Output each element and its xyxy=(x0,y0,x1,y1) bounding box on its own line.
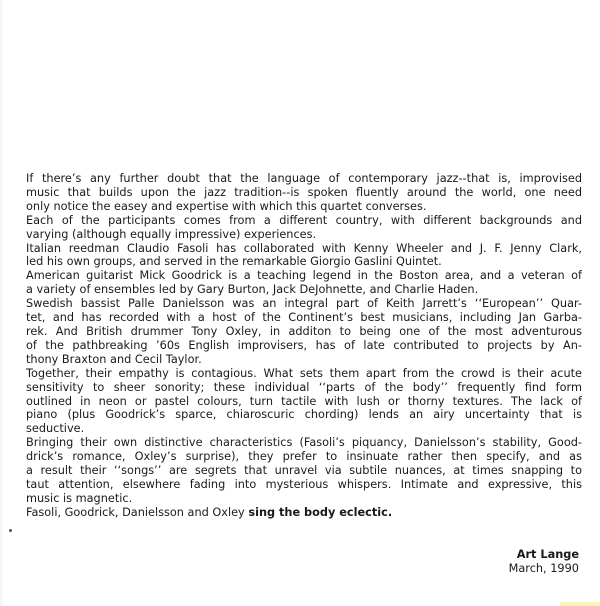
text-line: Italian reedman Claudio Fasoli has collaborated with Kenny Wheeler and J. F. Jenny Clark, xyxy=(26,241,582,255)
text-line: Bringing their own distinctive characteristics (Fasoli’s piquancy, Danielsson’s stability, Good- xyxy=(26,436,582,450)
text-line: of the pathbreaking ’60s English improvisers, has of late contributed to projects by An- xyxy=(26,338,582,352)
text-line: taut attention, elsewhere fading into mysterious whispers. Intimate and expressive, this xyxy=(26,477,582,491)
text-line: varying (although equally impressive) experiences. xyxy=(26,227,317,241)
author-name: Art Lange xyxy=(516,548,579,561)
text-line: sensitivity to sheer sonority; these individual ‘‘parts of the body’’ frequently find form xyxy=(26,380,582,394)
text-line: outlined in neon or pastel colours, turn tactile with lush or thorny textures. The lack of xyxy=(26,394,582,408)
closing-emphasis: sing the body eclectic. xyxy=(248,505,393,519)
text-line: piano (plus Goodrick’s sparce, chiaroscuric chording) lends an airy uncertainty that is xyxy=(26,408,582,422)
text-line: music is magnetic. xyxy=(26,491,133,505)
text-line: led his own groups, and served in the remarkable Giorgio Gaslini Quintet. xyxy=(26,255,442,269)
text-line: rek. And British drummer Tony Oxley, in additon to being one of the most adventurous xyxy=(26,324,582,338)
text-line: American guitarist Mick Goodrick is a teaching legend in the Boston area, and a veteran of xyxy=(26,269,582,283)
text-line: music that builds upon the jazz tradition--is spoken fluently around the world, one need xyxy=(26,185,582,199)
closing-line xyxy=(26,506,582,520)
page-shadow-edge xyxy=(0,0,4,606)
text-line: Together, their empathy is contagious. What sets them apart from the crowd is their acute xyxy=(26,366,582,380)
signature-date: March, 1990 xyxy=(508,562,579,575)
text-line: Each of the participants comes from a different country, with different backgrounds and xyxy=(26,213,582,227)
page-corner-tint xyxy=(560,602,600,606)
print-speck xyxy=(9,529,12,532)
text-line: thony Braxton and Cecil Taylor. xyxy=(26,352,202,366)
text-line: a result their ‘‘songs’’ are segrets that unravel via subtile nuances, at times snapping to xyxy=(26,464,582,478)
text-line: Swedish bassist Palle Danielsson was an integral part of Keith Jarrett’s ‘‘European’’ Quar- xyxy=(26,297,582,311)
text-line: only notice the easey and expertise with which this quartet converses. xyxy=(26,199,427,213)
liner-notes-text xyxy=(26,172,582,520)
text-line: If there’s any further doubt that the language of contemporary jazz--that is, improvised xyxy=(26,172,582,185)
signature-block xyxy=(509,548,579,576)
text-line: a variety of ensembles led by Gary Burton, Jack DeJohnette, and Charlie Haden. xyxy=(26,283,479,297)
closing-text: Fasoli, Goodrick, Danielsson and Oxley xyxy=(26,505,249,519)
text-line: tet, and has recorded with a host of the Continent’s best musicians, including Jan Garba- xyxy=(26,311,582,325)
text-line: seductive. xyxy=(26,422,85,436)
text-line: drick’s romance, Oxley’s surprise), they prefer to insinuate rather then specify, and as xyxy=(26,450,582,464)
